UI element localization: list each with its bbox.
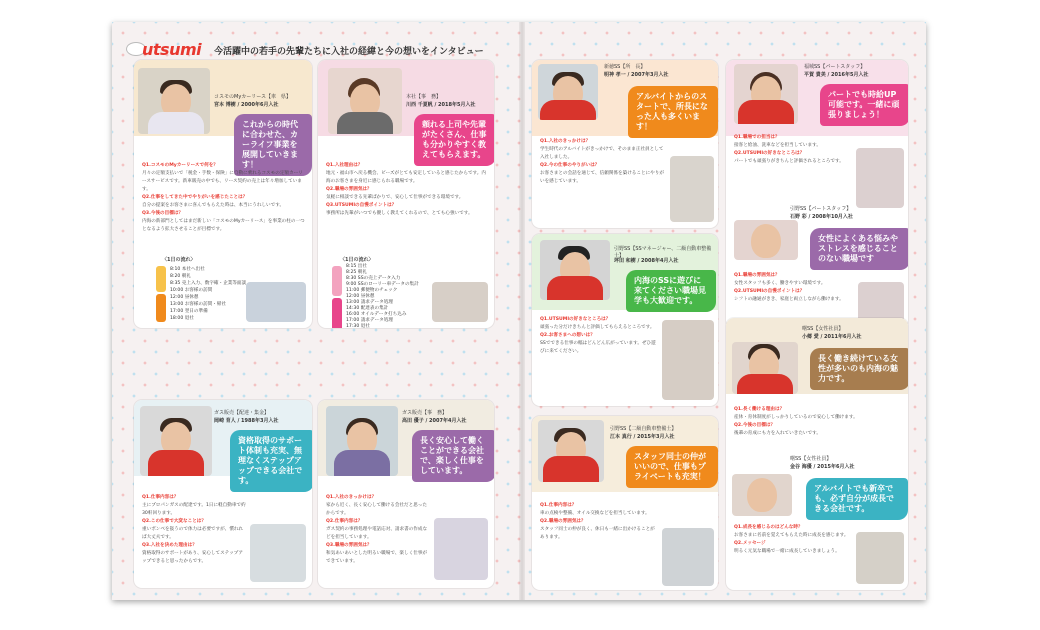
gas-cylinder-photo [250, 524, 306, 582]
schedule-title: 〈1日の流れ〉 [340, 257, 374, 263]
staff-photo [856, 532, 904, 584]
employee-role: コスモのMyカーリース【車 県】 [214, 94, 292, 100]
magazine-spread [112, 22, 926, 600]
interview-text: Q1.職場での担当は？ 接客と給油、洗車などを担当しています。 Q2.UTSUMIの好きなところは？ パートでも頑張りがきちんと評価されるところです。 [734, 135, 844, 164]
portrait-photo [328, 68, 402, 134]
employee-name: 江本 真行 / 2015年3月入社 [610, 434, 675, 440]
headline-banner: パートでも時給UP可能です。一緒に頑張りましょう！ [820, 84, 908, 126]
headline-banner: 資格取得のサポート体制も充実、無理なくステップアップできる会社です。 [230, 430, 312, 492]
employee-role: 引野SS【二級自動車整備士】 [610, 426, 677, 432]
staff-photo [856, 148, 904, 208]
employee-name: 平賀 貴美 / 2016年5月入社 [804, 72, 869, 78]
schedule-bar-afternoon [332, 298, 342, 328]
interview-text: Q1.入社のきっかけは？ 家から近く、長く安心して働ける会社だと思ったからです。 Q2.仕事内容は？ ガス契約の事務処理や電話応対、請求書の作成などを担当しています。 Q3.職場の雰囲気は？ 和気あいあいとした明るい職場で、楽しく仕事ができています。 [326, 495, 428, 564]
schedule-bar-afternoon [156, 294, 166, 322]
schedule-title: 〈1日の流れ〉 [162, 257, 196, 263]
portrait-photo [734, 220, 798, 260]
employee-name: 小郷 愛 / 2011年6月入社 [802, 334, 862, 340]
interview-text: Q1.入社理由は？ 地元・福山市へ戻る機会、ビーズがとても安定していると感じたからです。内海のお客さまを身近に感じられる職場です。 Q2.職場の雰囲気は？ 気軽に相談できる先輩ばかりで、安心して仕事ができる環境です。 Q3.UTSUMIの自慢ポイントは？ 事務所は先輩がいつでも優しく教えてくれるので、とても心強いです。 [326, 163, 486, 216]
interview-text: Q1.コスモのMyカーリースで何を？ 月々の定額支払いで「税金・手数・保険」に自動に乗れるコスモの定額カーリースサービスです。新車販売の中でも、リース契約の売上は年々増加しています。 Q2.仕事をしてきた中でやりがいを感じたことは？ 自分の提案をお客さまに喜んでもらえた時は、本当にうれしいです。 Q3.今後の目標は？ 内海の新部門としてはまだ新しい「コスモのMyカーリース」を事業の柱の一つとなるよう拡大させることが目標です。 [142, 163, 305, 232]
interview-card-takada [318, 400, 494, 588]
headline-banner: 内海のSSに遊びに来てください職場見学も大歓迎です。 [626, 270, 716, 312]
employee-role: ガス販売【配達・集金】 [214, 410, 270, 416]
portrait-photo [326, 406, 398, 476]
employee-role: 引野SS【パートスタッフ】 [790, 206, 852, 212]
employee-name: 宮本 博樹 / 2000年6月入社 [214, 102, 279, 108]
interview-card-ogo [726, 318, 908, 590]
portrait-photo [138, 68, 210, 134]
employee-role: 曙SS【女性社員】 [790, 456, 832, 462]
staff-photo [670, 156, 714, 222]
portrait-photo [734, 64, 798, 124]
employee-role: 曙SS【女性社員】 [802, 326, 844, 332]
interview-text: Q1.UTSUMIの好きなところは？ 頑張った分だけきちんと評価してもらえるところです。 Q2.お客さまへの想いは？ SSでできる仕事の幅はどんどん広がっています。ぜひ遊びに来てください。 [540, 317, 656, 354]
headline-banner: 長く安心して働くことができる会社で、楽しく仕事をしています。 [412, 430, 494, 482]
schedule-list: 8:15 出社 8:25 朝礼 8:30 SSの売上データ入力 9:00 SSのローリー車データの集計 11:00 郵便物のチェック 12:00 昼休憩 13:00 請求データ処理 14:30 配達表の集計 16:00 オイルデータ打ち込み 17:00 請求データ処理 17:30 退社 [346, 264, 419, 328]
employee-role: ガス販売【事 務】 [402, 410, 448, 416]
interview-text: Q1.仕事内容は？ 主にプロパンガスの配達です。1日に軽自動車で約30軒回ります。 Q2.この仕事で大変なことは？ 重いボンベを扱うので体力は必要ですが、慣れれば大丈夫です。 Q3.入社を決めた理由は？ 資格取得のサポートがあり、安心してステップアップできると思ったからです。 [142, 495, 246, 564]
page-headline: 今活躍中の若手の先輩たちに入社の経緯と今の想いをインタビュー [214, 47, 484, 57]
portrait-photo [732, 342, 798, 394]
employee-name: 金谷 海優 / 2015年6月入社 [790, 464, 855, 470]
portrait-photo [732, 474, 792, 516]
headline-banner: アルバイトからのスタートで、所長になった人も多くいます！ [628, 86, 718, 138]
headline-banner: 頼れる上司や先輩がたくさん、仕事も分かりやすく教えてもらえます。 [414, 114, 494, 166]
employee-name: 坪田 和樹 / 2008年4月入社 [614, 258, 679, 264]
portrait-photo [538, 64, 598, 120]
interview-card-emoto [532, 416, 718, 590]
employee-role: 引野SS【SSマネージャー、二級自動車整備士】 [614, 246, 712, 259]
headline-banner: これからの時代に合わせた、カーライフ事業を展開していきます！ [234, 114, 312, 176]
headline-banner: 長く働き続けている女性が多いのも内海の魅力です。 [810, 348, 908, 390]
portrait-photo [538, 420, 604, 482]
interview-card-myojin [532, 60, 718, 228]
interview-card-hiraga [726, 60, 908, 328]
page-gutter [519, 22, 525, 600]
employee-role: 福城SS【パートスタッフ】 [804, 64, 866, 70]
interview-text: Q1.仕事内容は？ 車の点検や整備、オイル交換などを担当しています。 Q2.職場の雰囲気は？ スタッフ同士の仲が良く、休日も一緒に出かけることがあります。 [540, 503, 655, 540]
employee-name: 明神 孝一 / 2007年3月入社 [604, 72, 669, 78]
car-photo [246, 282, 306, 322]
office-photo [432, 282, 488, 322]
utsumi-logo: utsumi [142, 40, 202, 59]
office-photo [434, 518, 488, 580]
employee-name: 川西 千夏帆 / 2018年5月入社 [406, 102, 476, 108]
headline-banner: 女性によくある悩みやストレスを感じることのない職場です [810, 228, 908, 270]
interview-card-miyamoto [134, 60, 312, 328]
headline-banner: アルバイトでも新卒でも、必ず自分が成長できる会社です。 [806, 478, 908, 520]
employee-name: 岡崎 育人 / 1988年3月入社 [214, 418, 279, 424]
interview-text: Q1.長く働ける理由は？ 産休・育休制度がしっかりしているので安心して働けます。 Q2.今後の目標は？ 後輩の育成にも力を入れていきたいです。 [734, 407, 858, 436]
schedule-list: 8:10 本社へ出社 8:20 朝礼 8:35 売上入力、数字確・企業等面談 10:00 お客様の訪問 12:00 昼休憩 13:00 お客様の訪問・帰社 17:00 翌日の準備 18:00 退社 [170, 267, 247, 321]
portrait-photo [140, 406, 212, 476]
schedule-bar-morning [156, 266, 166, 292]
portrait-photo [540, 240, 610, 300]
interview-card-kawanishi [318, 60, 494, 328]
headline-banner: スタッフ同士の仲がいいので、仕事もプライベートも充実！ [626, 446, 718, 488]
interview-text: Q1.成長を感じるのはどんな時？ お客さまに名前を覚えてもらえた時に成長を感じます。 Q2.メッセージ 明るく元気な職場で一緒に成長していきましょう。 [734, 525, 849, 554]
staff-photo [662, 320, 714, 400]
interview-card-tsubota [532, 234, 718, 406]
employee-name: 石野 彩 / 2008年10月入社 [790, 214, 853, 220]
schedule-bar-morning [332, 266, 342, 296]
employee-role: 新徳SS【所 長】 [604, 64, 646, 70]
mechanic-photo [662, 528, 714, 586]
employee-role: 本社【事 務】 [406, 94, 442, 100]
interview-text: Q1.職場の雰囲気は？ 女性スタッフも多く、働きやすい環境です。 Q2.UTSUMIの自慢ポイントは？ シフトの融通がきき、家庭と両立しながら働けます。 [734, 273, 844, 302]
interview-text: Q1.入社のきっかけは？ 学生時代のアルバイトがきっかけで、そのまま正社員として入社しました。 Q2.今の仕事のやりがいは？ お客さまとの会話を通じて、信頼関係を築けることにやりがいを感じています。 [540, 139, 664, 184]
interview-card-okazaki [134, 400, 312, 588]
employee-name: 高田 優子 / 2007年4月入社 [402, 418, 467, 424]
